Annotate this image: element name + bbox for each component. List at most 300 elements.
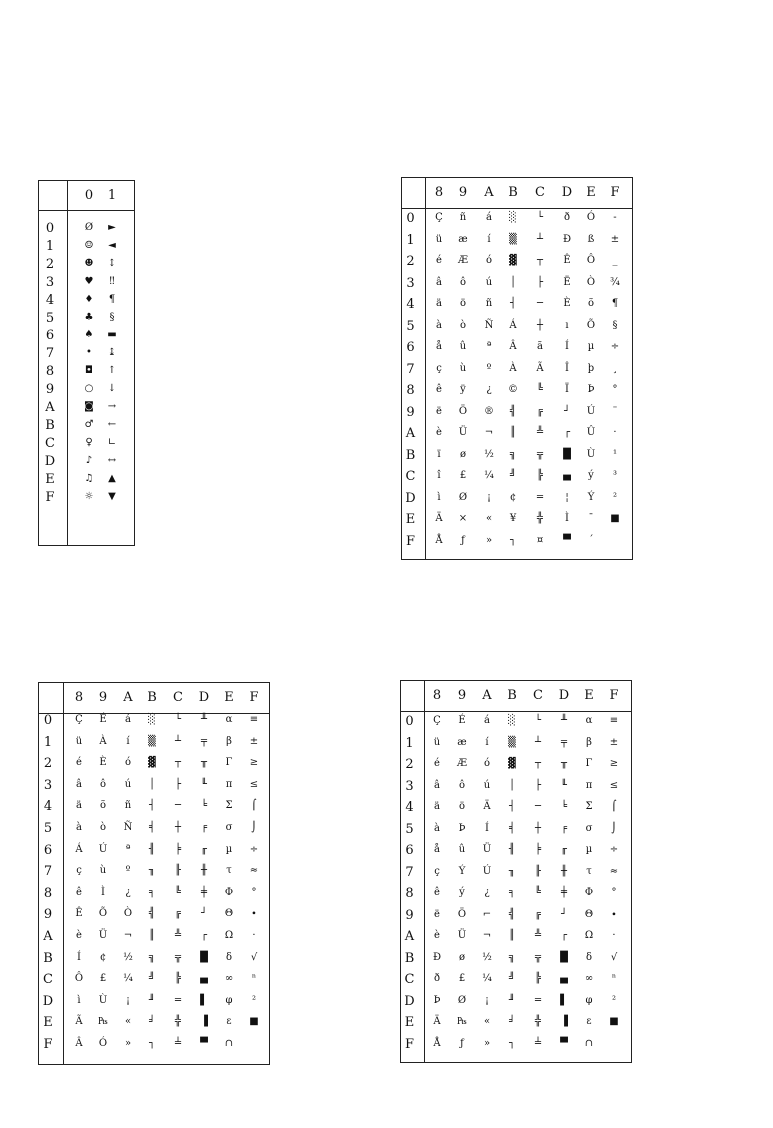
glyph-cell: ╝	[509, 470, 517, 481]
glyph-cell: ─	[534, 801, 542, 812]
glyph-cell: ≤	[249, 778, 259, 790]
row-header: E	[404, 1015, 415, 1030]
glyph-cell: ▬	[107, 329, 117, 341]
glyph-cell: ╕	[148, 886, 156, 898]
glyph-cell: é	[436, 255, 442, 266]
glyph-cell: Ð	[562, 233, 572, 245]
glyph-cell: á	[125, 714, 131, 725]
glyph-cell: à	[434, 822, 440, 834]
glyph-cell: û	[459, 341, 467, 352]
glyph-cell: ½	[484, 448, 494, 460]
glyph-cell: ²	[612, 491, 617, 503]
column-header: 1	[107, 188, 117, 203]
row-header: F	[45, 489, 55, 505]
column-header: B	[508, 185, 518, 200]
code-table	[401, 177, 633, 560]
glyph-cell: ╬	[174, 1016, 182, 1028]
glyph-cell: ┬	[534, 758, 542, 769]
glyph-cell: Ê	[75, 908, 83, 920]
glyph-cell: ã	[537, 341, 543, 352]
glyph-cell: ¥	[509, 513, 517, 524]
row-header: A	[45, 400, 55, 415]
glyph-cell: ▀	[200, 1038, 208, 1049]
glyph-cell: ì	[77, 994, 81, 1006]
glyph-cell: ®	[484, 405, 494, 417]
column-header: E	[586, 185, 596, 200]
glyph-cell: ü	[435, 233, 443, 245]
glyph-cell: Σ	[585, 801, 593, 812]
row-header: E	[43, 1015, 53, 1031]
glyph-cell: │	[508, 779, 516, 791]
glyph-cell: ╚	[534, 887, 542, 898]
glyph-cell: ▓	[509, 255, 517, 266]
column-header: F	[610, 185, 620, 200]
glyph-cell: ☺	[84, 239, 94, 251]
glyph-cell: ┴	[536, 233, 544, 245]
row-header: A	[404, 929, 415, 944]
glyph-cell: í	[485, 736, 489, 748]
glyph-cell: ╔	[536, 405, 544, 417]
glyph-cell: ∩	[224, 1038, 234, 1049]
column-header: A	[123, 690, 133, 705]
glyph-cell: Θ	[224, 908, 234, 920]
glyph-cell: ┴	[174, 735, 182, 747]
glyph-cell: è	[434, 930, 440, 941]
glyph-cell: Á	[509, 319, 517, 331]
glyph-cell: ╥	[200, 757, 208, 769]
glyph-cell: ├	[174, 778, 182, 790]
glyph-cell: ╬	[534, 1016, 542, 1027]
glyph-cell: ‼	[109, 275, 115, 287]
glyph-cell: è	[76, 930, 82, 941]
glyph-cell: Φ	[224, 886, 234, 898]
glyph-cell: ¾	[610, 276, 620, 288]
glyph-cell: ö	[458, 801, 466, 812]
glyph-cell: ⌡	[611, 822, 617, 834]
glyph-cell: »	[485, 534, 493, 546]
glyph-cell: ò	[459, 319, 467, 331]
glyph-cell: ±	[609, 736, 619, 748]
code-table	[38, 180, 135, 546]
glyph-cell: └	[536, 212, 544, 223]
glyph-cell: ╡	[148, 822, 156, 833]
glyph-cell: º	[125, 865, 131, 877]
glyph-cell: Ç	[435, 212, 443, 223]
row-header: 8	[406, 383, 415, 398]
glyph-cell: ö	[459, 298, 467, 309]
column-header: 8	[434, 185, 444, 200]
glyph-cell: ↔	[107, 454, 117, 466]
glyph-cell: ¡	[486, 491, 492, 503]
glyph-cell: Σ	[225, 800, 233, 812]
glyph-cell: Õ	[586, 319, 596, 331]
glyph-cell: é	[76, 757, 82, 769]
glyph-cell: à	[76, 822, 82, 833]
glyph-cell: Î	[565, 362, 569, 374]
glyph-cell: ∞	[584, 973, 594, 984]
glyph-cell: ½	[123, 951, 133, 963]
glyph-cell: µ	[585, 844, 593, 855]
glyph-cell: â	[76, 778, 82, 790]
glyph-cell: ◙	[84, 401, 94, 412]
glyph-cell: ß	[587, 233, 595, 245]
glyph-cell: ≈	[609, 865, 619, 877]
column-header: 0	[84, 188, 94, 203]
glyph-cell: ÷	[249, 843, 259, 855]
glyph-cell: ┌	[560, 930, 568, 941]
glyph-cell: Í	[565, 341, 569, 352]
column-header: F	[609, 688, 619, 703]
row-header: 6	[45, 328, 55, 344]
glyph-cell: ·	[612, 930, 616, 941]
glyph-cell: ¶	[108, 293, 116, 305]
column-header: 9	[457, 688, 467, 703]
glyph-cell: °	[611, 887, 617, 898]
glyph-cell: Ç	[75, 714, 83, 725]
glyph-cell: Ù	[586, 448, 596, 460]
glyph-cell: É	[458, 715, 466, 726]
glyph-cell: ┤	[508, 801, 516, 812]
glyph-cell: ═	[536, 491, 544, 503]
glyph-cell: Õ	[98, 908, 108, 920]
glyph-cell: ε	[586, 1016, 592, 1027]
row-header: 0	[406, 211, 415, 226]
glyph-cell: ▒	[148, 735, 156, 747]
glyph-cell: ¬	[482, 930, 492, 941]
glyph-cell: ◄	[108, 239, 116, 251]
glyph-cell: ╪	[560, 887, 568, 898]
row-header: C	[43, 972, 53, 988]
glyph-cell: ┬	[536, 255, 544, 266]
glyph-cell: β	[586, 736, 592, 748]
glyph-cell: Ì	[101, 886, 105, 898]
glyph-cell: ▒	[508, 736, 516, 748]
glyph-cell: ÿ	[460, 384, 466, 395]
glyph-cell: ▼	[108, 490, 116, 502]
glyph-cell: α	[225, 714, 233, 725]
row-header: 8	[405, 886, 414, 901]
glyph-cell: α	[585, 715, 593, 726]
glyph-cell: └	[174, 714, 182, 725]
glyph-cell: é	[434, 758, 440, 769]
glyph-cell: ä	[434, 801, 440, 812]
glyph-cell: Φ	[584, 887, 594, 898]
glyph-cell: ø	[458, 951, 466, 963]
glyph-cell: ï	[437, 448, 441, 460]
glyph-cell: ≈	[249, 865, 259, 877]
glyph-cell: À	[509, 362, 517, 374]
glyph-cell: ┌	[200, 930, 208, 941]
glyph-cell: ©	[508, 384, 518, 395]
glyph-cell: ë	[436, 405, 442, 417]
glyph-cell: ╢	[148, 843, 156, 855]
column-header: A	[482, 688, 492, 703]
glyph-cell: ₧	[98, 1016, 108, 1028]
row-header: 7	[43, 864, 53, 880]
glyph-cell: á	[484, 715, 490, 726]
glyph-cell: Ù	[98, 994, 108, 1006]
glyph-cell: ê	[76, 886, 82, 898]
glyph-cell: ╪	[200, 886, 208, 898]
row-header: 3	[406, 275, 415, 291]
glyph-cell: ø	[459, 448, 467, 460]
glyph-cell: ä	[76, 800, 82, 812]
glyph-cell: Ü	[458, 427, 468, 438]
glyph-cell: °	[612, 384, 618, 395]
glyph-cell: Æ	[457, 255, 468, 266]
glyph-cell: î	[437, 470, 441, 481]
glyph-cell: ì	[437, 491, 441, 503]
glyph-cell: →	[107, 401, 117, 412]
glyph-cell: ╨	[200, 714, 208, 725]
glyph-cell: ó	[124, 757, 132, 769]
glyph-cell: ╧	[534, 1037, 542, 1049]
column-header: C	[533, 688, 543, 703]
glyph-cell: å	[434, 844, 440, 855]
row-header: F	[43, 1037, 53, 1052]
glyph-cell: █	[563, 448, 571, 460]
column-header: 9	[458, 185, 468, 200]
column-header: D	[558, 688, 570, 703]
table-gutter-line	[63, 683, 64, 1064]
glyph-cell: ╘	[560, 801, 568, 812]
glyph-cell: Ø	[457, 994, 467, 1006]
glyph-cell: ≡	[249, 714, 259, 725]
glyph-cell: Ó	[98, 1038, 108, 1049]
glyph-cell: ┤	[148, 800, 156, 812]
glyph-cell: Ý	[587, 491, 595, 503]
glyph-cell: ╣	[148, 908, 156, 920]
glyph-cell: ü	[433, 736, 441, 748]
glyph-cell: ╣	[509, 405, 517, 417]
glyph-cell: ƒ	[461, 534, 465, 546]
glyph-cell: ╡	[508, 822, 516, 834]
glyph-cell: ·	[613, 427, 617, 438]
column-header: D	[198, 690, 210, 705]
glyph-cell: Ò	[586, 276, 596, 288]
glyph-cell: _	[612, 255, 618, 266]
glyph-cell: ╥	[560, 758, 568, 769]
row-header: C	[404, 972, 415, 987]
glyph-cell: Ñ	[123, 822, 133, 833]
glyph-cell: É	[99, 714, 107, 725]
glyph-cell: ò	[99, 822, 107, 833]
glyph-cell: Ì	[565, 513, 569, 524]
column-header: E	[224, 690, 234, 705]
row-header: 5	[405, 821, 414, 837]
glyph-cell: ¨	[612, 405, 618, 417]
glyph-cell: ■	[249, 1016, 259, 1028]
glyph-cell: í	[126, 735, 130, 747]
glyph-cell: º	[486, 362, 492, 374]
glyph-cell: Ω	[584, 930, 594, 941]
glyph-cell: ª	[125, 843, 131, 855]
glyph-cell: ┐	[509, 534, 517, 546]
glyph-cell: ▀	[560, 1037, 568, 1049]
glyph-cell: ╚	[536, 384, 544, 395]
row-header: 3	[405, 778, 414, 794]
glyph-cell: ×	[458, 513, 468, 524]
glyph-cell: §	[109, 311, 115, 323]
glyph-cell: Ç	[433, 715, 441, 726]
glyph-cell: δ	[225, 951, 233, 963]
glyph-cell: ú	[483, 779, 491, 791]
glyph-cell: £	[99, 973, 107, 985]
column-header: C	[535, 185, 545, 200]
row-header: 7	[45, 346, 55, 362]
glyph-cell: ç	[76, 865, 82, 877]
glyph-cell: Û	[586, 427, 596, 438]
row-header: 2	[45, 256, 55, 272]
glyph-cell: þ	[587, 362, 595, 374]
row-header: 4	[45, 292, 55, 308]
glyph-cell: ╩	[174, 930, 182, 941]
glyph-cell: À	[99, 735, 107, 747]
glyph-cell: ¹	[612, 448, 617, 460]
glyph-cell: ¿	[125, 886, 131, 898]
column-header: 8	[432, 688, 442, 703]
row-header: 6	[406, 340, 415, 355]
glyph-cell: █	[200, 951, 208, 963]
glyph-cell: ▌	[560, 994, 568, 1006]
glyph-cell: ▐	[200, 1016, 208, 1028]
glyph-cell: ┐	[508, 1037, 516, 1049]
glyph-cell: Ω	[224, 930, 234, 941]
glyph-cell: è	[436, 427, 442, 438]
row-header: 3	[45, 274, 55, 290]
glyph-cell: ▌	[200, 994, 208, 1006]
glyph-cell: ╢	[508, 844, 516, 855]
glyph-cell: ♦	[84, 293, 94, 305]
glyph-cell: ¼	[482, 973, 492, 984]
glyph-cell: Ú	[482, 865, 492, 877]
glyph-cell: Þ	[433, 994, 441, 1006]
glyph-cell: ∩	[584, 1037, 594, 1049]
glyph-cell: ²	[611, 994, 616, 1006]
glyph-cell: ☼	[84, 490, 94, 502]
glyph-cell: Ø	[84, 222, 94, 233]
table-gutter-line	[67, 181, 68, 545]
glyph-cell: ↓	[107, 383, 117, 395]
glyph-cell: δ	[585, 951, 593, 963]
row-header: 1	[45, 238, 55, 254]
glyph-cell: Ó	[586, 212, 596, 223]
glyph-cell: ┤	[509, 298, 517, 309]
glyph-cell: ╬	[536, 513, 544, 524]
glyph-cell: └	[534, 715, 542, 726]
glyph-cell: Ü	[98, 930, 108, 941]
glyph-cell: µ	[587, 341, 595, 352]
glyph-cell: ë	[434, 908, 440, 920]
glyph-cell: ▓	[148, 757, 156, 769]
glyph-cell: ╠	[534, 973, 542, 984]
glyph-cell: ╤	[200, 735, 208, 747]
glyph-cell: ╠	[174, 973, 182, 985]
glyph-cell: ô	[459, 276, 467, 288]
glyph-cell: ┌	[563, 427, 571, 438]
row-header: 6	[405, 843, 414, 858]
glyph-cell: ╘	[200, 800, 208, 812]
glyph-cell: ¯	[588, 513, 594, 524]
column-header: 8	[74, 690, 84, 705]
glyph-cell: │	[509, 276, 517, 288]
glyph-cell: Ê	[563, 255, 571, 266]
glyph-cell: â	[434, 779, 440, 791]
glyph-cell: ¼	[484, 470, 494, 481]
row-header: 2	[406, 254, 415, 269]
column-header: F	[249, 690, 259, 705]
glyph-cell: æ	[457, 736, 467, 748]
glyph-cell: τ	[226, 865, 232, 877]
glyph-cell: Ô	[74, 973, 84, 985]
glyph-cell: ╕	[508, 887, 516, 898]
column-header: B	[147, 690, 157, 705]
glyph-cell: √	[610, 951, 618, 963]
glyph-cell: ý	[588, 470, 594, 481]
glyph-cell: Ã	[536, 362, 544, 374]
glyph-cell: ╩	[536, 427, 544, 438]
glyph-cell: ╙	[200, 778, 208, 790]
row-header: 9	[405, 907, 414, 923]
glyph-cell: ¤	[536, 534, 544, 546]
column-header: D	[561, 185, 573, 200]
glyph-cell: ¬	[484, 427, 494, 438]
glyph-cell: ╖	[508, 865, 516, 877]
glyph-cell: ╫	[560, 865, 568, 877]
glyph-cell: ¸	[612, 362, 618, 374]
glyph-cell: Ö	[457, 908, 467, 920]
glyph-cell: β	[226, 735, 232, 747]
column-header: 9	[98, 690, 108, 705]
row-header: 7	[406, 361, 415, 377]
glyph-cell: ╩	[534, 930, 542, 941]
glyph-cell: ¦	[565, 491, 569, 503]
glyph-cell: ╜	[508, 994, 516, 1006]
glyph-cell: ù	[99, 865, 107, 877]
row-header: C	[405, 469, 416, 484]
row-header: 9	[406, 404, 415, 420]
glyph-cell: ´	[588, 534, 594, 546]
row-header: F	[405, 533, 416, 549]
glyph-cell: ░	[509, 212, 517, 223]
glyph-cell: ♠	[84, 329, 94, 341]
column-header: A	[484, 185, 494, 200]
glyph-cell: Ï	[565, 384, 569, 395]
glyph-cell: ¶	[611, 298, 619, 309]
glyph-cell: ÷	[609, 844, 619, 855]
glyph-cell: •	[86, 347, 92, 359]
glyph-cell: ³	[612, 470, 617, 481]
glyph-cell: ▀	[563, 534, 571, 546]
glyph-cell: ∞	[224, 973, 234, 985]
glyph-cell: ¡	[125, 994, 131, 1006]
glyph-cell: ╝	[148, 973, 156, 985]
glyph-cell: ╧	[174, 1038, 182, 1049]
glyph-cell: °	[251, 886, 257, 898]
glyph-cell: «	[124, 1016, 132, 1028]
row-header: 0	[405, 714, 414, 729]
glyph-cell: Æ	[456, 758, 467, 769]
glyph-cell: ┘	[200, 908, 208, 920]
glyph-cell: ¿	[484, 887, 490, 898]
glyph-cell: ¢	[99, 951, 107, 963]
glyph-cell: ▓	[508, 758, 516, 769]
glyph-cell: Á	[75, 843, 83, 855]
glyph-cell: ñ	[485, 298, 493, 309]
glyph-cell: ├	[534, 779, 542, 791]
glyph-cell: ∙	[611, 908, 617, 920]
row-header: 8	[43, 885, 53, 901]
